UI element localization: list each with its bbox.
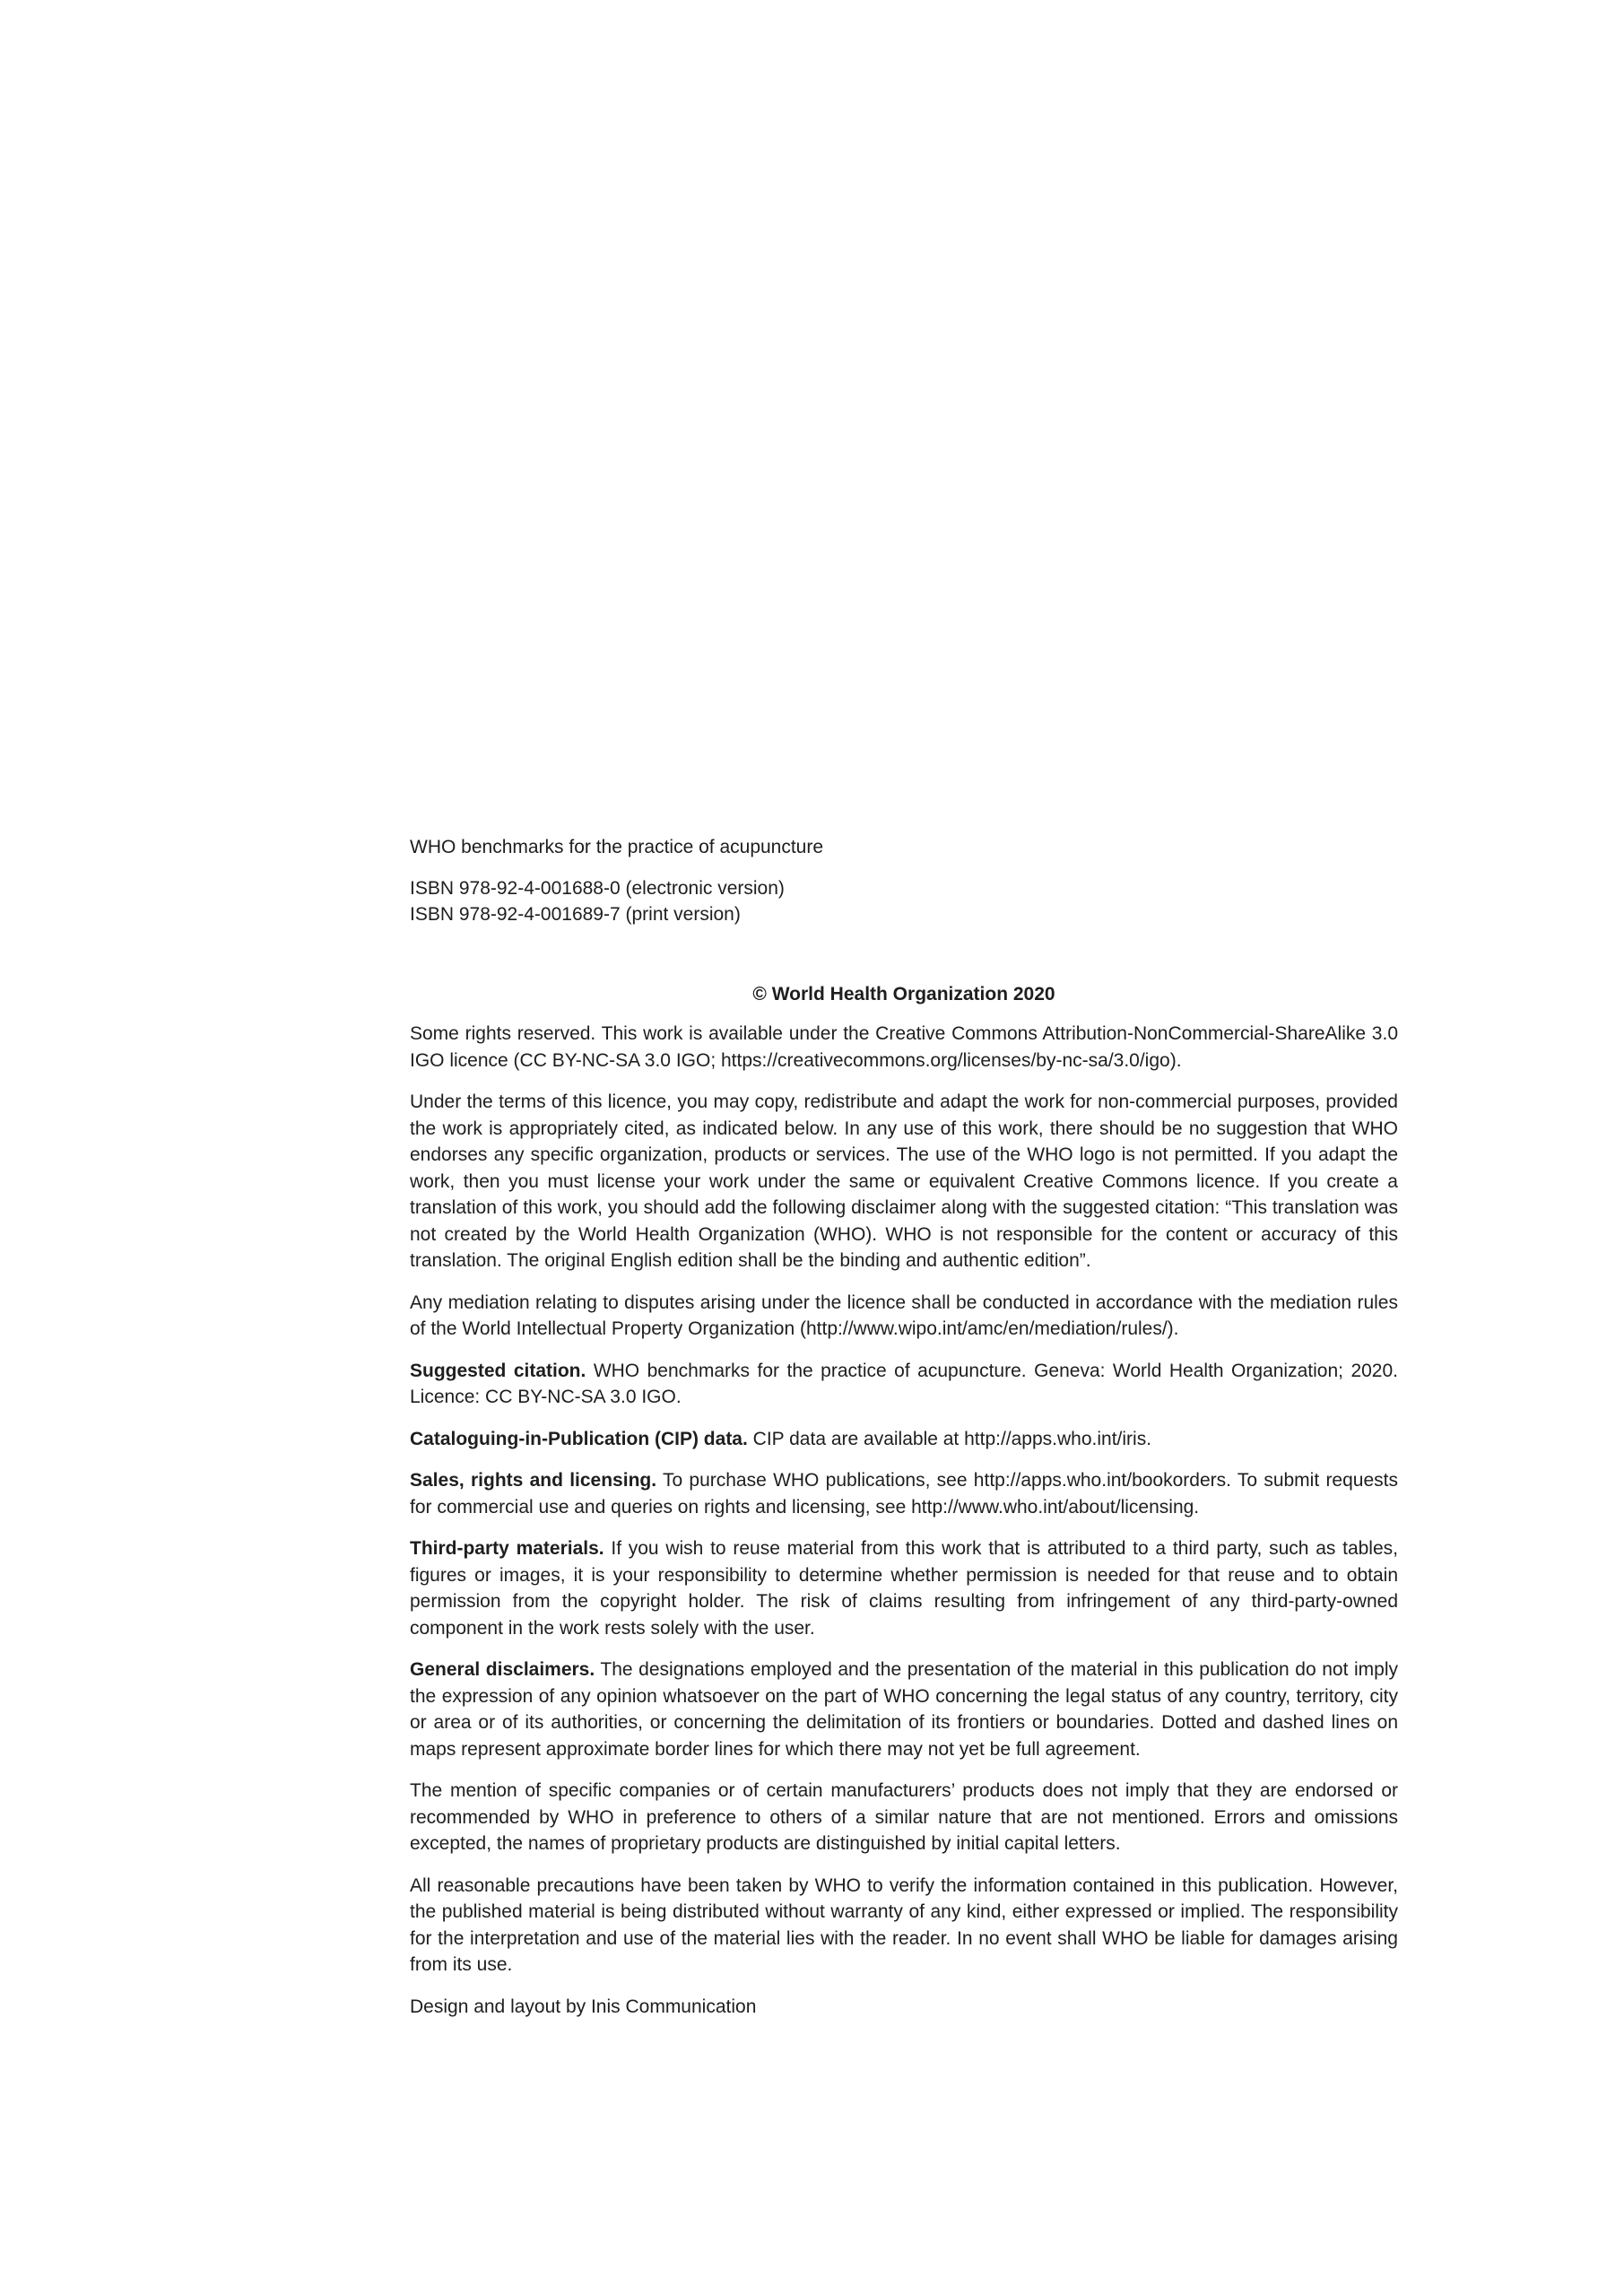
suggested-citation-paragraph	[410, 1358, 1398, 1411]
sales-text: To purchase WHO publications, see http://apps.who.int/bookorders. To submit requests for commercial use and queries on rights and licensing, see http://www.who.int/about/licensing.	[410, 1470, 1398, 1518]
cip-paragraph	[410, 1426, 1398, 1453]
third-party-paragraph	[410, 1535, 1398, 1641]
mediation-paragraph: Any mediation relating to disputes arising under the licence shall be conducted in accordance with the mediation rules of the World Intellectual Property Organization (http://www.wipo.int/amc/en/mediation/rules/).	[410, 1292, 1398, 1339]
rights-paragraph: Some rights reserved. This work is available under the Creative Commons Attribution-NonCommercial-ShareAlike 3.0 IGO licence (CC BY-NC-SA 3.0 IGO; https://creativecommons.org/licenses/by-nc-sa/3.0/igo).	[410, 1023, 1398, 1071]
general-disclaimers-text: The designations employed and the presentation of the material in this publication do not imply the expression of any opinion whatsoever on the part of WHO concerning the legal status of any country, territory, city or area or of its authorities, or concerning the delimitation of its frontiers or boundaries. Dotted and dashed lines on maps represent approximate border lines for which there may not yet be full agreement.	[410, 1659, 1398, 1760]
copyright-notice: © World Health Organization 2020	[752, 983, 1055, 1004]
sales-paragraph	[410, 1467, 1398, 1520]
publication-title: WHO benchmarks for the practice of acupuncture	[410, 837, 824, 857]
imprint-page	[410, 834, 1398, 2035]
licence-terms-paragraph: Under the terms of this licence, you may copy, redistribute and adapt the work for non-commercial purposes, provided the work is appropriately cited, as indicated below. In any use of this work, there should be no suggestion that WHO endorses any specific organization, products or services. The use of the WHO logo is not permitted. If you adapt the work, then you must license your work under the same or equivalent Creative Commons licence. If you create a translation of this work, you should add the following disclaimer along with the suggested citation: “This translation was not created by the World Health Organization (WHO). WHO is not responsible for the content or accuracy of this translation. The original English edition shall be the binding and authentic edition”.	[410, 1091, 1398, 1271]
cip-lead: Cataloguing-in-Publication (CIP) data.	[410, 1428, 748, 1449]
precautions-paragraph: All reasonable precautions have been taken by WHO to verify the information contained in this publication. However, the published material is being distributed without warranty of any kind, either expressed or implied. The responsibility for the interpretation and use of the material lies with the reader. In no event shall WHO be liable for damages arising from its use.	[410, 1874, 1398, 1975]
design-credit: Design and layout by Inis Communication	[410, 1996, 757, 2017]
isbn-print: ISBN 978-92-4-001689-7 (print version)	[410, 904, 741, 925]
cip-text: CIP data are available at http://apps.who.int/iris.	[747, 1428, 1152, 1449]
general-disclaimers-paragraph	[410, 1657, 1398, 1762]
sales-lead: Sales, rights and licensing.	[410, 1470, 657, 1491]
general-disclaimers-lead: General disclaimers.	[410, 1659, 595, 1680]
third-party-lead: Third-party materials.	[410, 1538, 604, 1559]
isbn-block	[410, 875, 1398, 928]
third-party-text: If you wish to reuse material from this work that is attributed to a third party, such as tables, figures or images, it is your responsibility to determine whether permission is needed for that reuse and to obtain permission from the copyright holder. The risk of claims resulting from infringement of any third-party-owned component in the work rests solely with the user.	[410, 1538, 1398, 1639]
suggested-citation-text: WHO benchmarks for the practice of acupuncture. Geneva: World Health Organization; 2020. Licence: CC BY-NC-SA 3.0 IGO.	[410, 1360, 1398, 1407]
isbn-electronic: ISBN 978-92-4-001688-0 (electronic version)	[410, 877, 785, 899]
suggested-citation-lead: Suggested citation.	[410, 1360, 586, 1381]
mention-paragraph: The mention of specific companies or of certain manufacturers’ products does not imply that they are endorsed or recommended by WHO in preference to others of a similar nature that are not mentioned. Errors and omissions excepted, the names of proprietary products are distinguished by initial capital letters.	[410, 1780, 1398, 1854]
